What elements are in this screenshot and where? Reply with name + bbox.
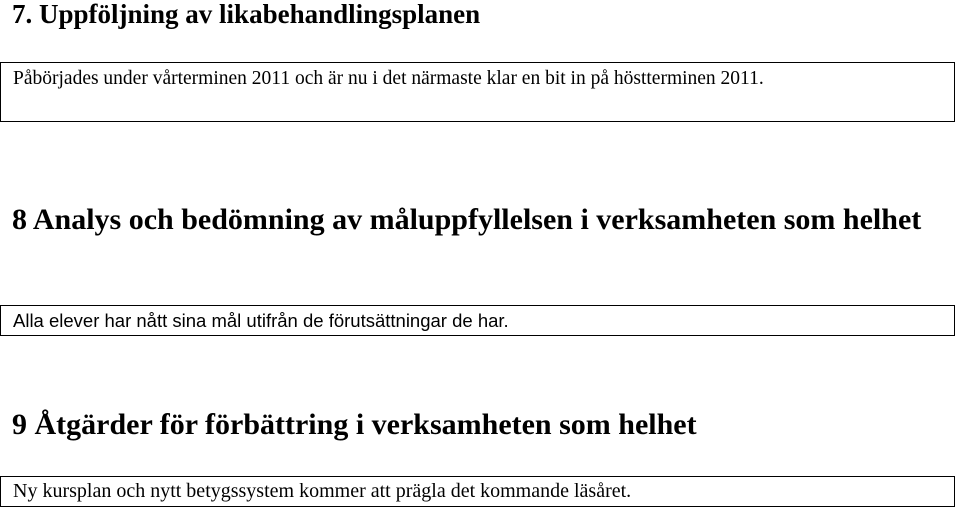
section-9-textbox: [0, 476, 955, 507]
section-9-heading: 9 Åtgärder för förbättring i verksamheten som helhet: [12, 408, 697, 441]
section-7-textbox: [0, 62, 955, 122]
section-8-textbox: [0, 305, 955, 336]
section-9-text: Ny kursplan och nytt betygssystem kommer att prägla det kommande läsåret.: [13, 480, 632, 502]
section-8-text: Alla elever har nått sina mål utifrån de förutsättningar de har.: [13, 310, 509, 331]
section-8-heading: 8 Analys och bedömning av måluppfyllelsen i verksamheten som helhet: [12, 203, 922, 236]
section-7-text: Påbörjades under vårterminen 2011 och är nu i det närmaste klar en bit in på höstterminen 2011.: [13, 68, 764, 89]
section-7-heading: 7. Uppföljning av likabehandlingsplanen: [12, 0, 481, 29]
